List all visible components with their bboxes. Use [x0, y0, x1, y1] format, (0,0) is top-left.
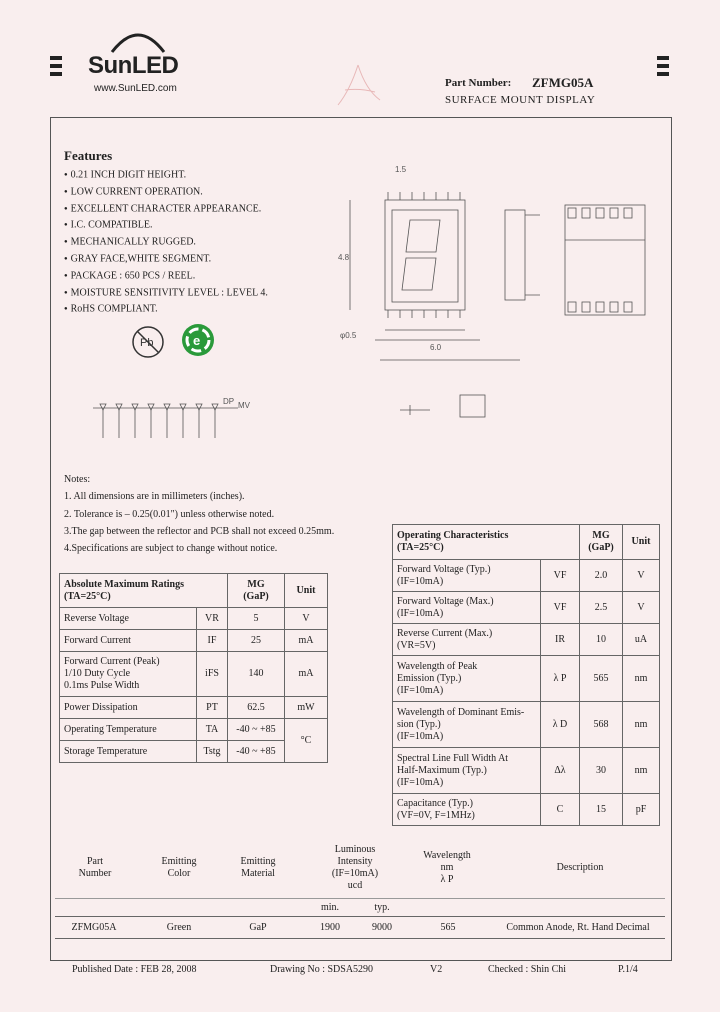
note-item: 3.The gap between the reflector and PCB shall not exceed 0.25mm.: [64, 525, 335, 537]
abs-unit: °C: [285, 719, 328, 763]
feature-item: ● 0.21 INCH DIGIT HEIGHT.: [64, 168, 268, 185]
note-item: 4.Specifications are subject to change without notice.: [64, 543, 278, 555]
abs-param: Storage Temperature: [60, 741, 197, 763]
abs-param: Forward Current: [60, 630, 197, 652]
op-mg-header: [580, 525, 623, 560]
abs-param: Power Dissipation: [60, 697, 197, 719]
op-val: 2.5: [580, 592, 623, 624]
pad-layout: [565, 205, 645, 315]
op-val: 568: [580, 702, 623, 748]
feature-item: ● MECHANICALLY RUGGED.: [64, 235, 268, 252]
op-param: Forward Voltage (Max.) (IF=10mA): [393, 592, 541, 624]
sel-row-color: Green: [166, 922, 192, 933]
abs-max-title: Absolute Maximum Ratings: [64, 578, 185, 590]
svg-text:MV: MV: [238, 401, 250, 410]
part-number-label: Part Number:: [445, 77, 512, 89]
abs-sym: Tstg: [197, 741, 228, 763]
feature-item: ● LOW CURRENT OPERATION.: [64, 185, 268, 202]
watermark-icon: [330, 60, 390, 110]
svg-text:Pb: Pb: [140, 337, 154, 349]
op-sym: C: [541, 794, 580, 826]
footer-version: V2: [430, 964, 443, 975]
op-sym: IR: [541, 624, 580, 656]
abs-sym: TA: [197, 719, 228, 741]
sel-row-part: ZFMG05A: [71, 922, 117, 933]
op-unit: V: [623, 592, 660, 624]
features-title: Features: [64, 148, 113, 163]
header-bar-right-2: [657, 64, 669, 68]
sel-col-wavelength: Wavelength nm λ P: [423, 850, 471, 885]
feature-item: ● RoHS COMPLIANT.: [64, 302, 268, 319]
header-bar-left-2: [50, 64, 62, 68]
product-type: SURFACE MOUNT DISPLAY: [445, 94, 596, 106]
footer-checked: Checked : Shin Chi: [488, 964, 567, 975]
sel-row-min: 1900: [320, 922, 340, 933]
abs-sym: PT: [197, 697, 228, 719]
abs-val: -40 ~ +85: [228, 741, 285, 763]
footer-published: Published Date : FEB 28, 2008: [72, 964, 197, 975]
op-param: Capacitance (Typ.) (VF=0V, F=1MHz): [393, 794, 541, 826]
op-sym: Δλ: [541, 748, 580, 794]
side-view: [400, 210, 540, 417]
abs-sym: IF: [197, 630, 228, 652]
op-mg-label: MG: [592, 530, 610, 541]
company-logo: SunLED: [88, 52, 179, 79]
op-unit-header: Unit: [623, 525, 660, 560]
op-val: 30: [580, 748, 623, 794]
dimension-drawing: [320, 160, 660, 430]
header-bar-left-1: [50, 56, 62, 60]
abs-param: Operating Temperature: [60, 719, 197, 741]
svg-text:DP: DP: [223, 397, 235, 406]
abs-sym: VR: [197, 608, 228, 630]
logo-arc-icon: [108, 24, 168, 54]
sel-sub-min: min.: [320, 902, 340, 913]
op-sym: λ D: [541, 702, 580, 748]
svg-text:4.8: 4.8: [338, 253, 350, 262]
circuit-diagram: [88, 392, 268, 448]
abs-val: 62.5: [228, 697, 285, 719]
header-bar-left-3: [50, 72, 62, 76]
op-param: Spectral Line Full Width At Half-Maximum (Typ.) (IF=10mA): [393, 748, 541, 794]
header-bar-right-3: [657, 72, 669, 76]
abs-max-title-cell: [60, 574, 228, 608]
feature-item: ● I.C. COMPATIBLE.: [64, 218, 268, 235]
sel-row-wavelength: 565: [440, 922, 456, 933]
sel-col-desc: Description: [556, 862, 604, 873]
op-param: Forward Voltage (Typ.) (IF=10mA): [393, 560, 541, 592]
sel-divider-2: [55, 916, 665, 917]
svg-text:φ0.5: φ0.5: [340, 331, 357, 340]
footer-page: P.1/4: [618, 964, 638, 975]
sel-divider-3: [55, 938, 665, 939]
abs-param: Reverse Voltage: [60, 608, 197, 630]
operating-characteristics-table: [392, 524, 660, 826]
op-unit: nm: [623, 702, 660, 748]
op-title: Operating Characteristics: [397, 530, 509, 541]
op-title-cell: [393, 525, 580, 560]
op-condition: (TA=25°C): [397, 542, 444, 553]
op-gap-label: (GaP): [588, 542, 614, 553]
note-item: 2. Tolerance is – 0.25(0.01") unless otherwise noted.: [64, 508, 275, 520]
sel-sub-typ: typ.: [374, 902, 390, 913]
note-item: 1. All dimensions are in millimeters (inches).: [64, 491, 245, 503]
op-val: 15: [580, 794, 623, 826]
sel-col-intensity: Luminous Intensity (IF=10mA) ucd: [331, 844, 379, 891]
op-unit: V: [623, 560, 660, 592]
op-unit: nm: [623, 656, 660, 702]
front-view: [338, 165, 520, 360]
feature-item: ● EXCELLENT CHARACTER APPEARANCE.: [64, 202, 268, 219]
abs-max-unit-header: Unit: [285, 574, 328, 608]
abs-max-condition: (TA=25°C): [64, 590, 111, 602]
op-val: 565: [580, 656, 623, 702]
sel-row-material: GaP: [249, 922, 267, 933]
svg-text:1.5: 1.5: [395, 165, 407, 174]
abs-unit: V: [285, 608, 328, 630]
abs-unit: mA: [285, 652, 328, 697]
pb-free-icon: [128, 322, 168, 362]
abs-val: 25: [228, 630, 285, 652]
abs-unit: mW: [285, 697, 328, 719]
header-bar-right-1: [657, 56, 669, 60]
abs-sym: iFS: [197, 652, 228, 697]
abs-val: 5: [228, 608, 285, 630]
abs-val: -40 ~ +85: [228, 719, 285, 741]
op-val: 10: [580, 624, 623, 656]
op-sym: λ P: [541, 656, 580, 702]
abs-max-mg-header: [228, 574, 285, 608]
part-number: ZFMG05A: [532, 75, 594, 90]
svg-text:e: e: [193, 333, 201, 348]
footer-drawing: Drawing No : SDSA5290: [270, 964, 374, 975]
led-symbols: [100, 404, 218, 438]
abs-unit: mA: [285, 630, 328, 652]
sel-col-material: Emitting Material: [240, 856, 276, 879]
sel-row-typ: 9000: [372, 922, 392, 933]
sel-row-desc: Common Anode, Rt. Hand Decimal: [506, 922, 650, 933]
feature-item: ● MOISTURE SENSITIVITY LEVEL : LEVEL 4.: [64, 286, 268, 303]
op-unit: pF: [623, 794, 660, 826]
notes-title: Notes:: [64, 474, 91, 485]
eco-recycle-icon: [180, 322, 216, 358]
op-sym: VF: [541, 592, 580, 624]
feature-item: ● PACKAGE : 650 PCS / REEL.: [64, 269, 268, 286]
company-url: www.SunLED.com: [94, 83, 177, 94]
sel-col-part: Part Number: [78, 856, 112, 879]
abs-val: 140: [228, 652, 285, 697]
notes: [64, 473, 334, 559]
feature-item: ● GRAY FACE,WHITE SEGMENT.: [64, 252, 268, 269]
op-param: Wavelength of Dominant Emis- sion (Typ.) (IF=10mA): [393, 702, 541, 748]
op-param: Reverse Current (Max.) (VR=5V): [393, 624, 541, 656]
op-val: 2.0: [580, 560, 623, 592]
op-unit: uA: [623, 624, 660, 656]
sel-col-color: Emitting Color: [161, 856, 197, 879]
abs-max-mg-label: MG: [247, 578, 265, 590]
op-unit: nm: [623, 748, 660, 794]
op-param: Wavelength of Peak Emission (Typ.) (IF=10mA): [393, 656, 541, 702]
abs-param: Forward Current (Peak) 1/10 Duty Cycle 0.1ms Pulse Width: [60, 652, 197, 697]
abs-max-gap-label: (GaP): [243, 590, 269, 602]
svg-text:6.0: 6.0: [430, 343, 442, 352]
op-sym: VF: [541, 560, 580, 592]
sel-divider-1: [55, 898, 665, 899]
features-list: [64, 168, 268, 319]
absolute-max-ratings-table: [59, 573, 328, 763]
